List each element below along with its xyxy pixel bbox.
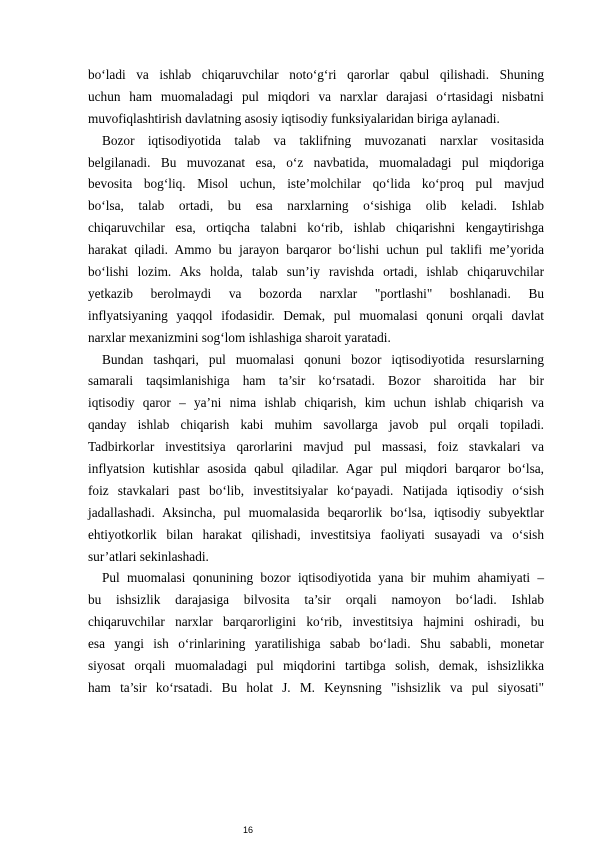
text-line: Tadbirkorlar investitsiya qarorlarini mavjud pul massasi, foiz stavkalari va	[88, 439, 544, 455]
text-line: ham ta’sir ko‘rsatadi. Bu holat J. M. Keynsning "ishsizlik va pul siyosati"	[88, 679, 544, 695]
text-line: foiz stavkalari past bo‘lib, investitsiyalar ko‘payadi. Natijada iqtisodiy o‘sish	[88, 482, 544, 498]
text-line: narxlar mexanizmini sog‘lom ishlashiga sharoit yaratadi.	[88, 329, 391, 345]
text-line: yetkazib berolmaydi va bozorda narxlar "portlashi" boshlanadi. Bu	[88, 285, 544, 301]
text-line: bevosita bog‘liq. Misol uchun, iste’molchilar qo‘lida ko‘proq pul mavjud	[88, 176, 544, 192]
text-line: qanday ishlab chiqarish kabi muhim savollarga javob pul orqali topiladi.	[88, 417, 544, 433]
paragraph-1	[88, 64, 544, 130]
text-line: chiqaruvchilar narxlar barqarorligini ko‘rib, investitsiya hajmini oshiradi, bu	[88, 614, 544, 630]
text-line: belgilanadi. Bu muvozanat esa, o‘z navbatida, muomaladagi pul miqdoriga	[88, 154, 544, 170]
text-line: harakat qiladi. Ammo bu jarayon barqaror bo‘lishi uchun pul taklifi me’yorida	[88, 242, 544, 258]
text-line: jadallashadi. Aksincha, pul muomalasida beqarorlik bo‘lsa, iqtisodiy subyektlar	[88, 504, 544, 520]
text-line: esa yangi ish o‘rinlarining yaratilishiga sabab bo‘ladi. Shu sababli, monetar	[88, 636, 544, 652]
text-line: chiqaruvchilar esa, ortiqcha talabni ko‘rib, ishlab chiqarishni kengaytirishga	[88, 220, 544, 236]
paragraph-4	[88, 567, 544, 698]
text-line: iqtisodiy qaror – ya’ni nima ishlab chiqarish, kim uchun ishlab chiqarish va	[88, 395, 544, 411]
text-line: bo‘lsa, talab ortadi, bu esa narxlarning o‘sishiga olib keladi. Ishlab	[88, 198, 544, 214]
paragraph-2	[88, 130, 544, 349]
text-line: bu ishsizlik darajasiga bilvosita ta’sir orqali namoyon bo‘ladi. Ishlab	[88, 592, 544, 608]
text-line: muvofiqlashtirish davlatning asosiy iqtisodiy funksiyalaridan biriga aylanadi.	[88, 110, 500, 126]
text-line: samarali taqsimlanishiga ham ta’sir ko‘rsatadi. Bozor sharoitida har bir	[88, 373, 544, 389]
text-line: sur’atlari sekinlashadi.	[88, 548, 209, 564]
page-number: 16	[243, 825, 254, 835]
document-page	[88, 64, 544, 699]
text-line: ehtiyotkorlik bilan harakat qilishadi, investitsiya faoliyati susayadi va o‘sish	[88, 526, 544, 542]
text-line: inflyatsion kutishlar asosida qabul qiladilar. Agar pul miqdori barqaror bo‘lsa,	[88, 461, 544, 477]
text-line: inflyatsiyaning yaqqol ifodasidir. Demak, pul muomalasi qonuni orqali davlat	[88, 307, 544, 323]
text-line: Pul muomalasi qonunining bozor iqtisodiyotida yana bir muhim ahamiyati –	[102, 570, 544, 586]
text-line: bo‘lishi lozim. Aks holda, talab sun’iy ravishda ortadi, ishlab chiqaruvchilar	[88, 264, 544, 280]
text-line: bo‘ladi va ishlab chiqaruvchilar noto‘g‘ri qarorlar qabul qilishadi. Shuning	[88, 67, 544, 82]
text-line: Bozor iqtisodiyotida talab va taklifning muvozanati narxlar vositasida	[102, 132, 544, 148]
text-line: uchun ham muomaladagi pul miqdori va narxlar darajasi o‘rtasidagi nisbatni	[88, 88, 544, 104]
paragraph-3	[88, 349, 544, 568]
text-line: siyosat orqali muomaladagi pul miqdorini tartibga solish, demak, ishsizlikka	[88, 658, 544, 674]
text-line: Bundan tashqari, pul muomalasi qonuni bozor iqtisodiyotida resurslarning	[102, 351, 544, 367]
